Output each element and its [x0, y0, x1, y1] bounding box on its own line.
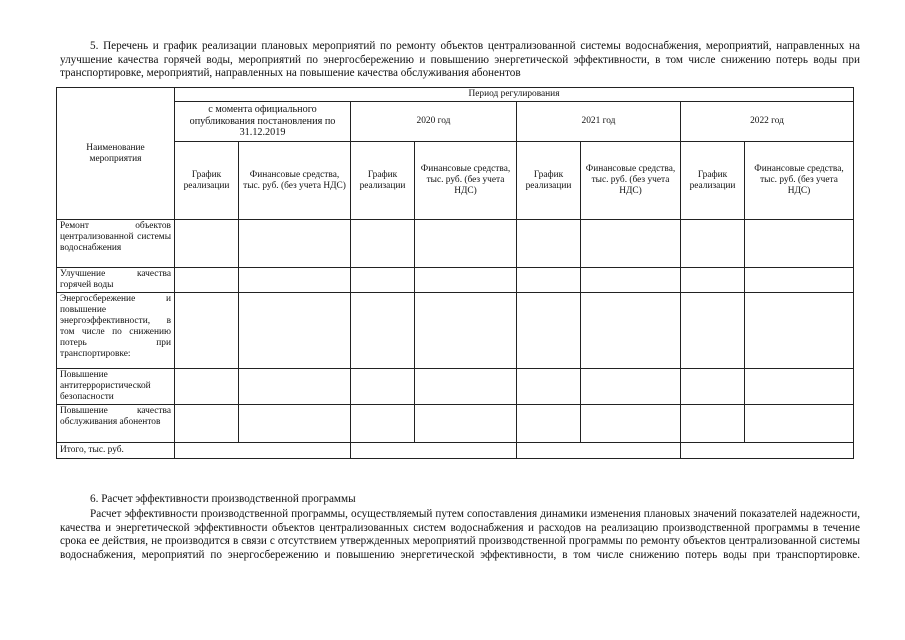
- header-period-initial: с момента официального опубликования постановления по 31.12.2019: [175, 102, 351, 142]
- table-cell: [681, 268, 745, 293]
- table-cell: [681, 369, 745, 405]
- section-6-paragraph: Расчет эффективности производственной программы, осуществляемый путем сопоставления динамики изменения плановых значений показателей надежности, качества и энергетической эффективности объектов централизованных систем водоснабжения и расходов на реализацию производственной программы в течение срока ее действия, не производится в связи с отсутствием утвержденных мероприятий производственной программы по ремонту объектов централизованной системы водоснабжения, мероприятий по энергосбережению и повышению энергетической эффективности, в том числе снижению потерь воды при транспортировке.: [60, 508, 860, 561]
- row-label-energy-saving: Энергосбережение и повышение энергоэффективности, в том числе по снижению потерь при транспортировке:: [57, 293, 175, 369]
- header-measure-name: Наименование мероприятия: [57, 88, 175, 220]
- row-label-repair: Ремонт объектов централизованной системы водоснабжения: [57, 220, 175, 268]
- table-cell: [351, 220, 415, 268]
- header-period-2020: 2020 год: [351, 102, 517, 142]
- table-cell: [351, 443, 517, 459]
- row-label-antiterror: Повышение антитеррористической безопасности: [57, 369, 175, 405]
- table-cell: [681, 293, 745, 369]
- measures-schedule-table: [56, 87, 854, 459]
- row-label-service-quality: Повышение качества обслуживания абонентов: [57, 405, 175, 443]
- section-6-heading: 6. Расчет эффективности производственной программы: [90, 493, 356, 505]
- table-cell: [415, 293, 517, 369]
- header-period-2021: 2021 год: [517, 102, 681, 142]
- table-cell: [415, 405, 517, 443]
- table-cell: [745, 369, 854, 405]
- table-row: [57, 443, 854, 459]
- subheader-finance: Финансовые средства, тыс. руб. (без учета НДС): [581, 142, 681, 220]
- table-cell: [581, 405, 681, 443]
- table-cell: [745, 220, 854, 268]
- subheader-finance: Финансовые средства, тыс. руб. (без учета НДС): [415, 142, 517, 220]
- table-cell: [239, 220, 351, 268]
- table-cell: [175, 268, 239, 293]
- table-cell: [239, 369, 351, 405]
- table-cell: [745, 293, 854, 369]
- table-cell: [175, 293, 239, 369]
- table-cell: [517, 369, 581, 405]
- subheader-schedule: График реализации: [517, 142, 581, 220]
- table-cell: [517, 268, 581, 293]
- subheader-schedule: График реализации: [681, 142, 745, 220]
- table-cell: [681, 405, 745, 443]
- table-cell: [581, 220, 681, 268]
- table-cell: [175, 369, 239, 405]
- table-row: [57, 369, 854, 405]
- table-row: [57, 293, 854, 369]
- table-cell: [745, 405, 854, 443]
- table-cell: [581, 369, 681, 405]
- table-cell: [581, 293, 681, 369]
- subheader-finance: Финансовые средства, тыс. руб. (без учета НДС): [239, 142, 351, 220]
- table-cell: [175, 443, 351, 459]
- table-cell: [351, 369, 415, 405]
- table-row: [57, 405, 854, 443]
- table-cell: [239, 293, 351, 369]
- row-label-hot-water: Улучшение качества горячей воды: [57, 268, 175, 293]
- table-row: [57, 220, 854, 268]
- table-cell: [175, 405, 239, 443]
- table-cell: [239, 268, 351, 293]
- table-row: [57, 268, 854, 293]
- table-cell: [351, 405, 415, 443]
- table-cell: [415, 268, 517, 293]
- header-period-2022: 2022 год: [681, 102, 854, 142]
- table-cell: [517, 443, 681, 459]
- row-label-total: Итого, тыс. руб.: [57, 443, 175, 459]
- subheader-schedule: График реализации: [175, 142, 239, 220]
- subheader-schedule: График реализации: [351, 142, 415, 220]
- table-cell: [239, 405, 351, 443]
- table-cell: [415, 220, 517, 268]
- table-cell: [517, 220, 581, 268]
- table-cell: [517, 293, 581, 369]
- table-cell: [581, 268, 681, 293]
- section-5-paragraph: 5. Перечень и график реализации плановых мероприятий по ремонту объектов централизованной системы водоснабжения, мероприятий, направленных на улучшение качества горячей воды, мероприятий по энергосбережению и повышению энергетической эффективности, в том числе снижению потерь воды при транспортировке, мероприятий, направленных на повышение качества обслуживания абонентов: [60, 40, 860, 80]
- table-cell: [351, 268, 415, 293]
- subheader-finance: Финансовые средства, тыс. руб. (без учета НДС): [745, 142, 854, 220]
- table-cell: [517, 405, 581, 443]
- table-cell: [681, 220, 745, 268]
- table-cell: [415, 369, 517, 405]
- table-cell: [351, 293, 415, 369]
- table-cell: [681, 443, 854, 459]
- table-cell: [175, 220, 239, 268]
- table-cell: [745, 268, 854, 293]
- header-regulation-period: Период регулирования: [175, 88, 854, 102]
